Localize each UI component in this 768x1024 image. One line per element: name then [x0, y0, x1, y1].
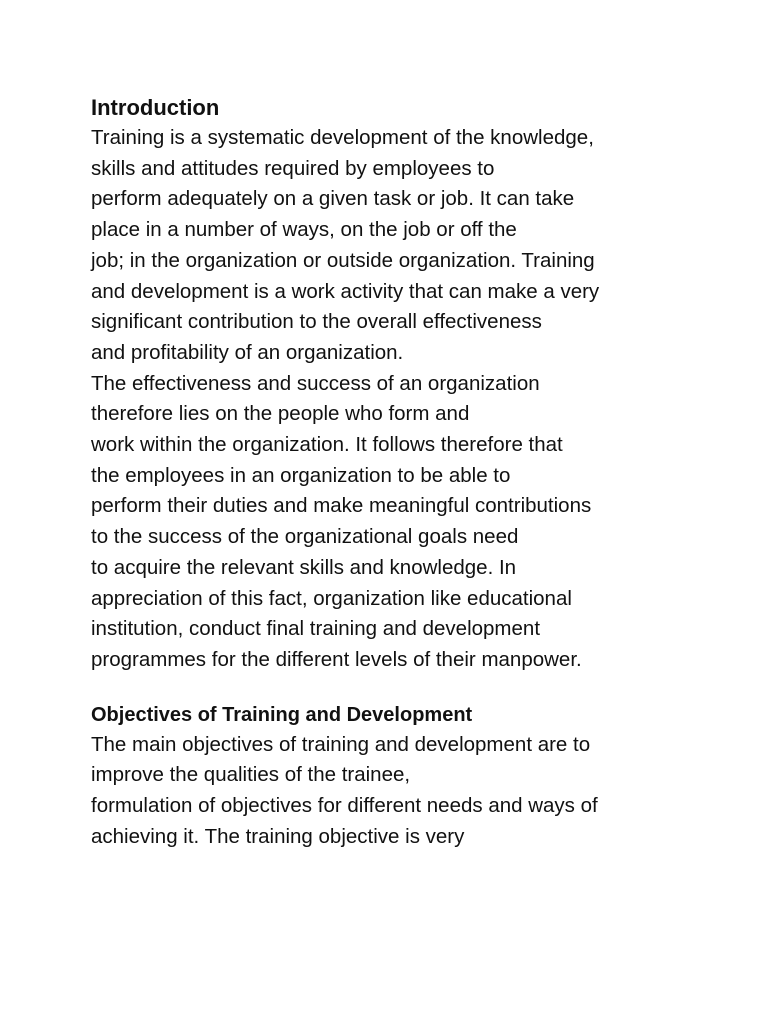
objectives-body	[91, 730, 731, 853]
text-line: work within the organization. It follows therefore that	[91, 433, 563, 457]
introduction-body	[91, 123, 731, 676]
text-line: and profitability of an organization.	[91, 340, 404, 364]
section-gap	[91, 676, 731, 700]
text-line: therefore lies on the people who form and	[91, 402, 470, 426]
text-line: and development is a work activity that can make a very	[91, 279, 600, 303]
document-page	[91, 93, 731, 852]
text-line: job; in the organization or outside organization. Training	[91, 248, 595, 272]
text-line: perform their duties and make meaningful contributions	[91, 494, 592, 518]
text-line: appreciation of this fact, organization like educational	[91, 586, 572, 610]
text-line: significant contribution to the overall effectiveness	[91, 310, 542, 334]
text-line: to the success of the organizational goals need	[91, 525, 519, 549]
text-line: to acquire the relevant skills and knowledge. In	[91, 555, 517, 579]
text-line: programmes for the different levels of their manpower.	[91, 647, 582, 671]
text-line: formulation of objectives for different needs and ways of	[91, 794, 598, 818]
text-line: improve the qualities of the trainee,	[91, 763, 411, 787]
text-line: The effectiveness and success of an organization	[91, 371, 540, 395]
text-line: achieving it. The training objective is very	[91, 824, 465, 848]
section-heading-objectives: Objectives of Training and Development	[91, 703, 473, 726]
section-heading-introduction: Introduction	[91, 95, 220, 120]
text-line: Training is a systematic development of the knowledge,	[91, 126, 594, 149]
text-line: The main objectives of training and development are to	[91, 732, 591, 756]
text-line: skills and attitudes required by employees to	[91, 156, 495, 180]
text-line: perform adequately on a given task or job. It can take	[91, 187, 575, 211]
text-line: place in a number of ways, on the job or off the	[91, 218, 517, 242]
text-line: institution, conduct final training and development	[91, 617, 541, 641]
text-line: the employees in an organization to be able to	[91, 463, 511, 487]
